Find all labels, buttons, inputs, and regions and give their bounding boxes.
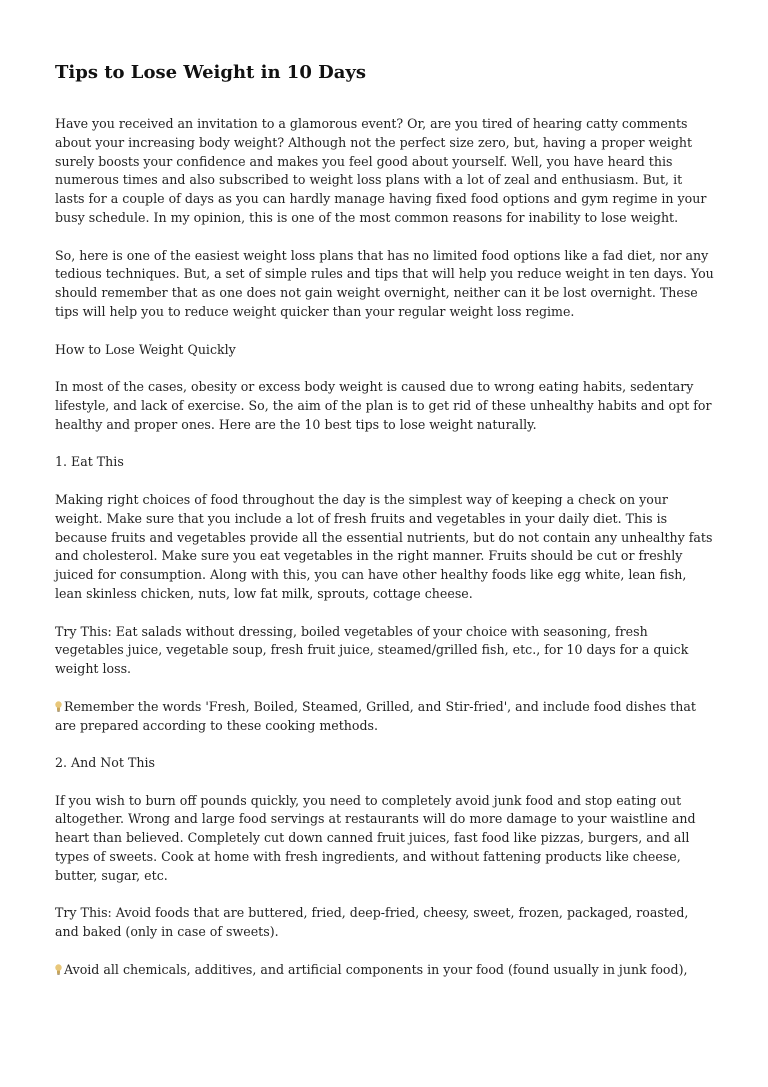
section-heading-how: How to Lose Weight Quickly: [55, 341, 236, 357]
tip2-try-paragraph: Try This: Avoid foods that are buttered, fried, deep-fried, cheesy, sweet, frozen, packaged, roasted, and baked (only in case of sweets).: [55, 905, 689, 940]
plan-paragraph: So, here is one of the easiest weight loss plans that has no limited food options like a fad diet, nor any tedious techniques. But, a set of simple rules and tips that will help you reduce weight in ten days. You should remember that as one does not gain weight overnight, neither can it be lost overnight. These tips will help you to reduce weight quicker than your regular weight loss regime.: [55, 247, 714, 319]
document-page: [55, 60, 715, 998]
causes-paragraph: In most of the cases, obesity or excess body weight is caused due to wrong eating habits, sedentary lifestyle, and lack of exercise. So, the aim of the plan is to get rid of these unhealthy habits and opt for healthy and proper ones. Here are the 10 best tips to lose weight naturally.: [55, 379, 712, 432]
tip1-try-paragraph: Try This: Eat salads without dressing, boiled vegetables of your choice with seasoning, fresh vegetables juice, vegetable soup, fresh fruit juice, steamed/grilled fish, etc., for 10 days for a quick weight loss.: [55, 623, 689, 677]
lightbulb-icon: [55, 701, 62, 712]
lightbulb-icon: [55, 964, 62, 975]
tip2-body-paragraph: If you wish to burn off pounds quickly, you need to completely avoid junk food and stop eating out altogether. Wrong and large food servings at restaurants will do more damage to your waistline and heart than believed. Completely cut down canned fruit juices, fast food like pizzas, burgers, and all types of sweets. Cook at home with fresh ingredients, and without fattening products like cheese, butter, sugar, etc.: [55, 792, 696, 883]
tip1-heading: 1. Eat This: [55, 454, 124, 470]
tip1-note-text: Remember the words 'Fresh, Boiled, Steamed, Grilled, and Stir-fried', and include food dishes that are prepared according to these cooking methods.: [55, 698, 696, 733]
tip2-note-text: Avoid all chemicals, additives, and artificial components in your food (found usually in junk food),: [64, 961, 688, 977]
tip1-body-paragraph: Making right choices of food throughout the day is the simplest way of keeping a check on your weight. Make sure that you include a lot of fresh fruits and vegetables in your daily diet. This is because fruits and vegetables provide all the essential nutrients, but do not contain any unhealthy fats and cholesterol. Make sure you eat vegetables in the right manner. Fruits should be cut or freshly juiced for consumption. Along with this, you can have other healthy foods like egg white, lean fish, lean skinless chicken, nuts, low fat milk, sprouts, cottage cheese.: [55, 491, 713, 601]
tip2-heading: 2. And Not This: [55, 755, 155, 771]
intro-paragraph: Have you received an invitation to a glamorous event? Or, are you tired of hearing catty comments about your increasing body weight? Although not the perfect size zero, but, having a proper weight surely boosts your confidence and makes you feel good about yourself. Well, you have heard this numerous times and also subscribed to weight loss plans with a lot of zeal and enthusiasm. But, it lasts for a couple of days as you can hardly manage having fixed food options and gym regime in your busy schedule. In my opinion, this is one of the most common reasons for inability to lose weight.: [55, 116, 707, 225]
tip1-note-paragraph: [55, 698, 715, 736]
tip2-note-paragraph: [55, 961, 715, 980]
page-title: Tips to Lose Weight in 10 Days: [55, 62, 366, 83]
